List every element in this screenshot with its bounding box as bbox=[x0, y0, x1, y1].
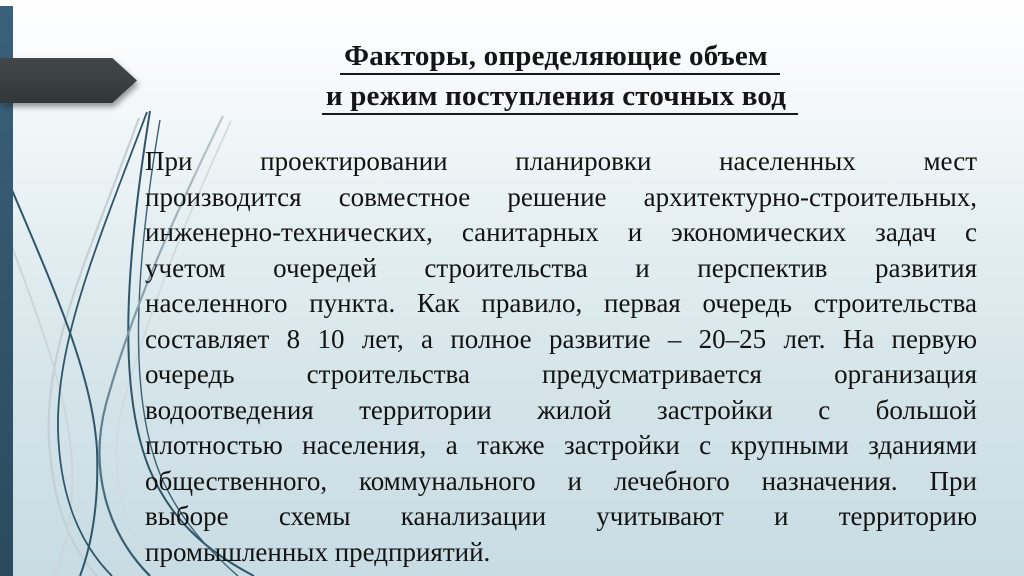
body-line: выборе схемы канализации учитывают и территорию bbox=[145, 501, 977, 531]
body-paragraph bbox=[145, 144, 977, 570]
slide-title-text-1: Факторы, определяющие объем bbox=[340, 40, 780, 75]
slide-title-line-2 bbox=[150, 76, 970, 116]
body-line: При проектировании планировки населенных мест bbox=[145, 146, 977, 176]
body-line: промышленных предприятий. bbox=[145, 536, 491, 567]
body-line: составляет 8 10 лет, а полное развитие – 20–25 лет. На первую bbox=[145, 323, 977, 354]
body-line: учетом очередей строительства и перспектив развития bbox=[145, 252, 977, 283]
curve-light-2 bbox=[7, 233, 72, 576]
arrow-banner bbox=[0, 58, 137, 103]
slide-title-line-1 bbox=[150, 36, 970, 76]
arrow-right-icon bbox=[0, 58, 137, 103]
body-line: водоотведения территории жилой застройки с большой bbox=[145, 394, 977, 425]
body-line: производится совместное решение архитектурно-строительных, bbox=[145, 181, 977, 212]
slide-title bbox=[150, 36, 970, 116]
body-line: общественного, коммунального и лечебного назначения. При bbox=[145, 465, 977, 496]
body-line: плотностью населения, а также застройки с крупными зданиями bbox=[145, 430, 977, 460]
slide-title-text-2: и режим поступления сточных вод bbox=[322, 80, 798, 115]
body-line: очередь строительства предусматривается организация bbox=[145, 359, 977, 389]
body-line: инженерно-технических, санитарных и экономических задач с bbox=[145, 217, 977, 247]
curve-dark-1 bbox=[12, 190, 97, 576]
curve-light-1 bbox=[49, 118, 139, 576]
body-line: населенного пункта. Как правило, первая очередь строительства bbox=[145, 288, 977, 318]
